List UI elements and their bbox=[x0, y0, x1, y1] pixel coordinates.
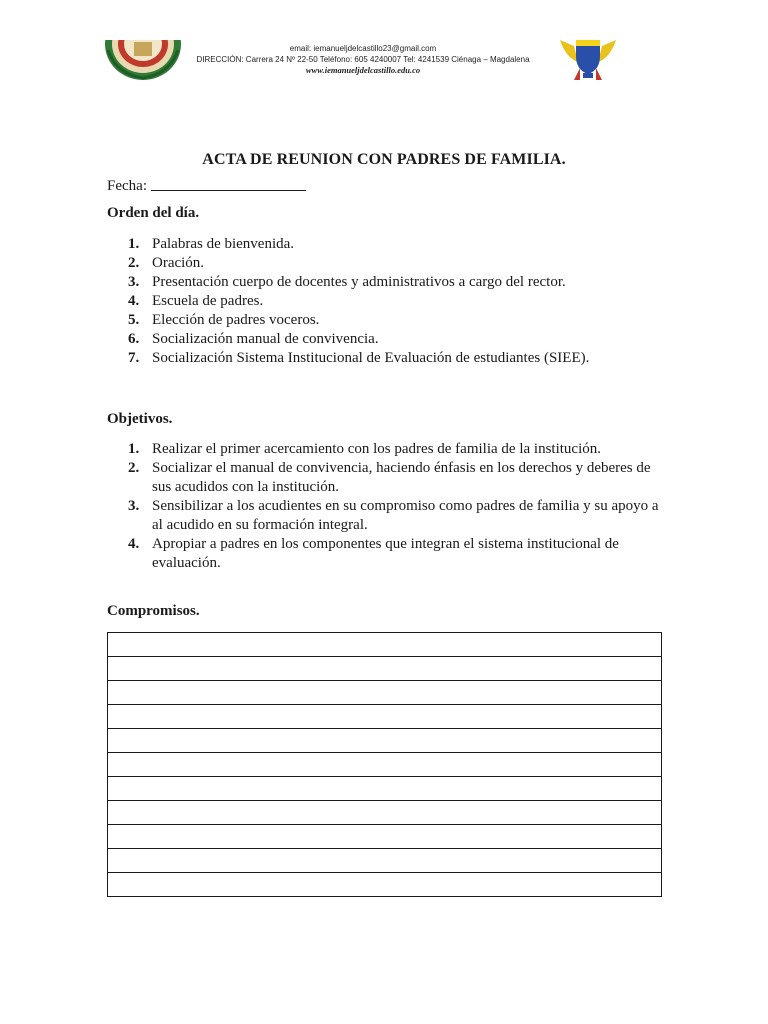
fecha-field bbox=[107, 176, 306, 195]
list-text: Elección de padres voceros. bbox=[152, 312, 320, 328]
table-cell[interactable] bbox=[108, 849, 662, 873]
list-number: 7. bbox=[128, 350, 140, 366]
table-row bbox=[108, 753, 662, 777]
table-cell[interactable] bbox=[108, 681, 662, 705]
list-number: 4. bbox=[128, 536, 140, 552]
list-text: Palabras de bienvenida. bbox=[152, 236, 295, 252]
table-row bbox=[108, 825, 662, 849]
letterhead bbox=[104, 40, 624, 84]
list-number: 1. bbox=[128, 441, 140, 457]
document-title: ACTA DE REUNION CON PADRES DE FAMILIA. bbox=[202, 151, 566, 168]
list-item bbox=[107, 349, 667, 368]
list-text: Presentación cuerpo de docentes y administrativos a cargo del rector. bbox=[152, 274, 566, 290]
table-cell[interactable] bbox=[108, 825, 662, 849]
list-number: 1. bbox=[128, 236, 140, 252]
list-number: 6. bbox=[128, 331, 140, 347]
list-item bbox=[107, 273, 667, 292]
list-item bbox=[107, 235, 667, 254]
coat-of-arms-logo bbox=[556, 40, 620, 80]
list-text: Escuela de padres. bbox=[152, 293, 264, 309]
fecha-blank-line bbox=[151, 176, 306, 191]
list-item bbox=[107, 311, 667, 330]
header-address: DIRECCIÓN: Carrera 24 Nº 22-50 Teléfono: 605 4240007 Tel: 4241539 Ciénaga – Magdalena bbox=[196, 55, 530, 64]
list-text: Realizar el primer acercamiento con los padres de familia de la institución. bbox=[152, 441, 601, 457]
list-item bbox=[107, 459, 667, 497]
table-row bbox=[108, 705, 662, 729]
objetivos-list bbox=[107, 440, 667, 573]
orden-heading: Orden del día. bbox=[107, 205, 200, 221]
list-text: Sensibilizar a los acudientes en su compromiso como padres de familia y su apoyo a al acudido en su formación integral. bbox=[152, 498, 659, 533]
table-cell[interactable] bbox=[108, 753, 662, 777]
list-item bbox=[107, 254, 667, 273]
list-text: Socialización manual de convivencia. bbox=[152, 331, 379, 347]
list-number: 2. bbox=[128, 255, 140, 271]
table-cell[interactable] bbox=[108, 657, 662, 681]
table-row bbox=[108, 657, 662, 681]
list-number: 3. bbox=[128, 274, 140, 290]
list-item bbox=[107, 440, 667, 459]
list-item bbox=[107, 535, 667, 573]
table-cell[interactable] bbox=[108, 705, 662, 729]
table-cell[interactable] bbox=[108, 873, 662, 897]
header-website: www.iemanueljdelcastillo.edu.co bbox=[305, 65, 421, 75]
list-text: Socialización Sistema Institucional de Evaluación de estudiantes (SIEE). bbox=[152, 350, 590, 366]
table-row bbox=[108, 729, 662, 753]
table-row bbox=[108, 681, 662, 705]
table-row bbox=[108, 873, 662, 897]
table-row bbox=[108, 633, 662, 657]
list-number: 4. bbox=[128, 293, 140, 309]
compromisos-heading: Compromisos. bbox=[107, 603, 200, 619]
table-cell[interactable] bbox=[108, 729, 662, 753]
header-email: email: iemanueljdelcastillo23@gmail.com bbox=[289, 44, 437, 53]
list-text: Oración. bbox=[152, 255, 205, 271]
orden-list bbox=[107, 235, 667, 368]
list-number: 2. bbox=[128, 460, 140, 476]
list-item bbox=[107, 330, 667, 349]
table-cell[interactable] bbox=[108, 801, 662, 825]
table-row bbox=[108, 801, 662, 825]
table-row bbox=[108, 849, 662, 873]
fecha-label: Fecha: bbox=[107, 178, 147, 194]
table-cell[interactable] bbox=[108, 777, 662, 801]
compromisos-table bbox=[107, 632, 662, 897]
list-text: Socializar el manual de convivencia, haciendo énfasis en los derechos y deberes de sus acudidos con la institución. bbox=[152, 460, 651, 495]
list-item bbox=[107, 292, 667, 311]
list-number: 3. bbox=[128, 498, 140, 514]
objetivos-heading: Objetivos. bbox=[107, 411, 173, 427]
list-item bbox=[107, 497, 667, 535]
table-cell[interactable] bbox=[108, 633, 662, 657]
list-text: Apropiar a padres en los componentes que integran el sistema institucional de evaluación. bbox=[152, 536, 619, 571]
school-seal-logo bbox=[104, 40, 182, 80]
list-number: 5. bbox=[128, 312, 140, 328]
table-row bbox=[108, 777, 662, 801]
